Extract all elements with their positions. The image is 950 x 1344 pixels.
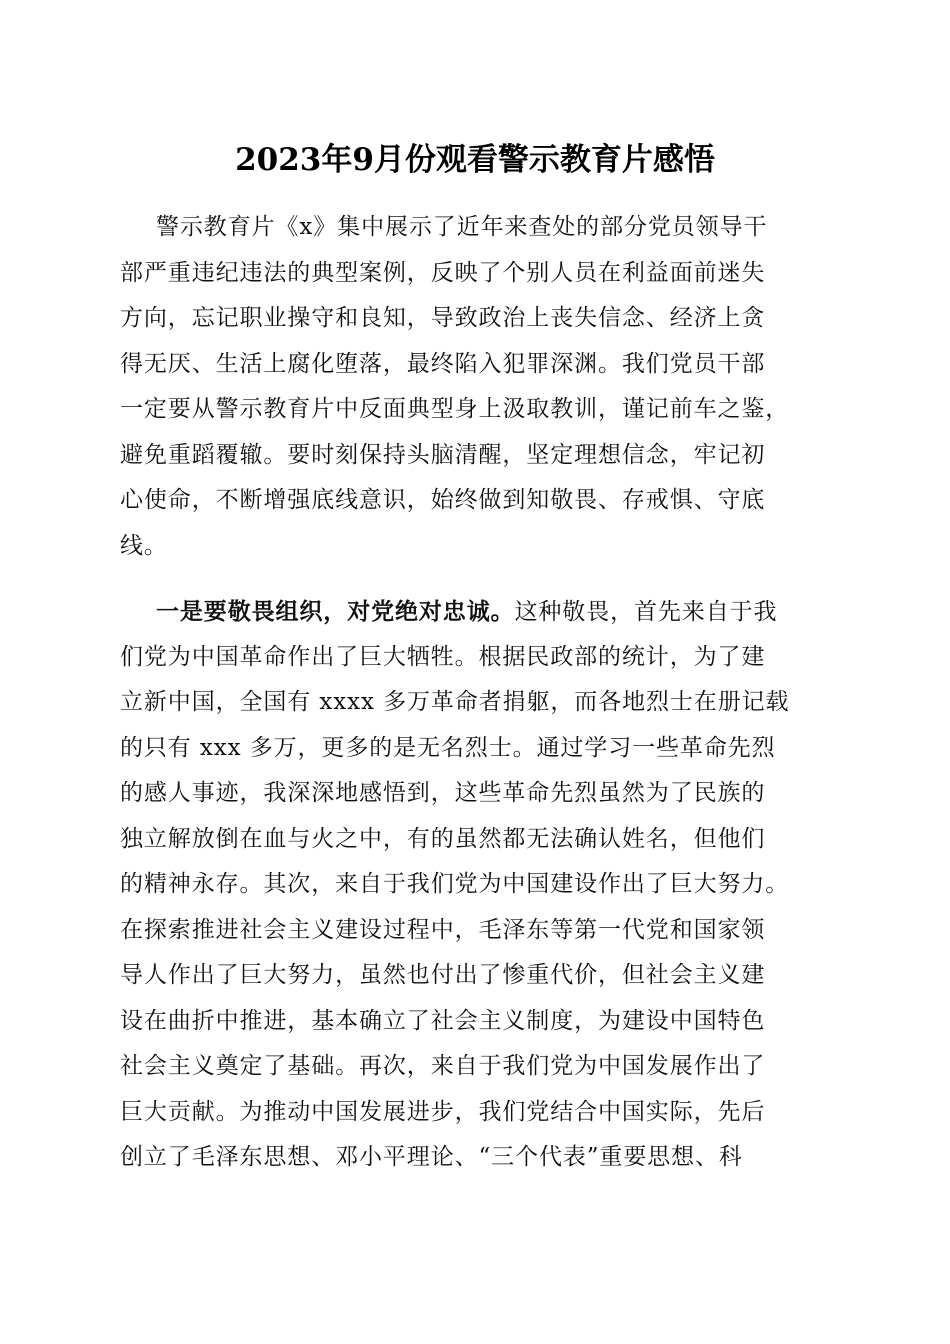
text-line: 在探索推进社会主义建设过程中，毛泽东等第一代党和国家领 bbox=[120, 916, 766, 943]
text-line: 巨大贡献。为推动中国发展进步，我们党结合中国实际，先后 bbox=[120, 1098, 766, 1125]
text-line: 方向，忘记职业操守和良知，导致政治上丧失信念、经济上贪 bbox=[120, 305, 766, 331]
text-line: 一定要从警示教育片中反面典型身上汲取教训，谨记前车之鉴， bbox=[120, 396, 790, 422]
text-line: 独立解放倒在血与火之中，有的虽然都无法确认姓名，但他们 bbox=[120, 825, 766, 852]
text-line: 的感人事迹，我深深地感悟到，这些革命先烈虽然为了民族的 bbox=[120, 780, 766, 806]
heading-line-rest: 这种敬畏，首先来自于我 bbox=[514, 599, 778, 625]
text-line: 的只有 xxx 多万，更多的是无名烈士。通过学习一些革命先烈 bbox=[120, 734, 776, 761]
section-heading: 一是要敬畏组织，对党绝对忠诚。 bbox=[156, 598, 515, 625]
text-line: 心使命，不断增强底线意识，始终做到知敬畏、存戒惧、守底 bbox=[120, 487, 766, 513]
text-line: 部严重违纪违法的典型案例，反映了个别人员在利益面前迷失 bbox=[120, 259, 766, 286]
text-line: 避免重蹈覆辙。要时刻保持头脑清醒，坚定理想信念，牢记初 bbox=[120, 441, 766, 468]
text-line: 得无厌、生活上腐化堕落，最终陷入犯罪深渊。我们党员干部 bbox=[120, 350, 766, 377]
text-line: 立新中国，全国有 xxxx 多万革命者捐躯，而各地烈士在册记载 bbox=[120, 689, 790, 715]
text-line bbox=[120, 589, 830, 635]
text-line: 导人作出了巨大努力，虽然也付出了惨重代价，但社会主义建 bbox=[120, 962, 766, 988]
text-line: 警示教育片《x》集中展示了近年来查处的部分党员领导干 bbox=[156, 214, 768, 240]
text-line: 们党为中国革命作出了巨大牺牲。根据民政部的统计，为了建 bbox=[120, 643, 766, 670]
text-line: 创立了毛泽东思想、邓小平理论、“三个代表”重要思想、科 bbox=[120, 1144, 743, 1170]
document-title: 2023年9月份观看警示教育片感悟 bbox=[235, 142, 715, 178]
paragraph-respect-organization bbox=[120, 589, 830, 1181]
paragraph-intro bbox=[120, 205, 830, 569]
text-line: 线。 bbox=[120, 532, 168, 559]
text-line: 社会主义奠定了基础。再次，来自于我们党为中国发展作出了 bbox=[120, 1053, 766, 1079]
text-line: 设在曲折中推进，基本确立了社会主义制度，为建设中国特色 bbox=[120, 1007, 766, 1034]
text-line: 的精神永存。其次，来自于我们党为中国建设作出了巨大努力。 bbox=[120, 871, 790, 897]
